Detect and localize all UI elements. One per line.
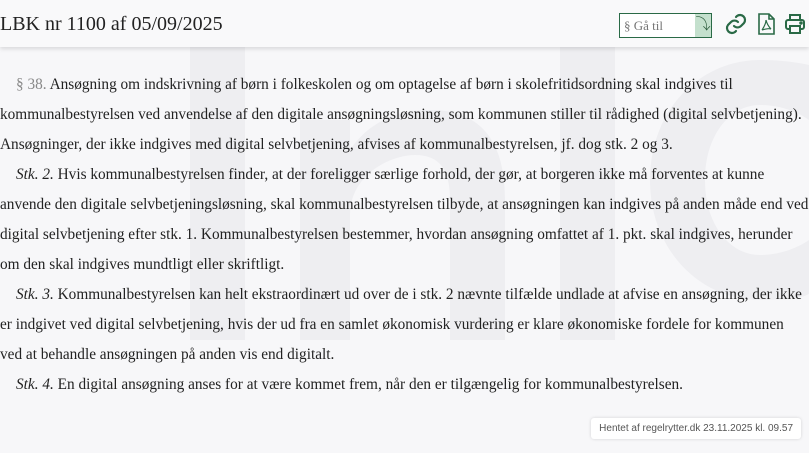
goto-field[interactable] (619, 13, 712, 38)
pdf-icon[interactable] (754, 12, 778, 36)
goto-button[interactable]: ⤵ (695, 14, 711, 37)
paragraph-38 (0, 70, 809, 160)
paragraph-text: Ansøgning om indskrivning af børn i folkeskolen og om optagelse af børn i skolefritidsordning skal indgives til kommunalbestyrelsen ved anvendelse af den digitale ansøgningsløsning, som kommunen stiller til rådighed (digital selvbetjening). Ansøgninger, der ikke indgives med digital selvbetjening, afvises af kommunalbestyrelsen, jf. dog stk. 2 og 3. (0, 76, 802, 153)
stk-label: Stk. 4. (16, 376, 54, 393)
section-label: § 38. (16, 76, 47, 93)
paragraph-stk-4 (0, 370, 809, 400)
paragraph-text: En digital ansøgning anses for at være kommet frem, når den er tilgængelig for kommunalbestyrelsen. (53, 376, 683, 393)
document-body (0, 70, 809, 400)
stk-label: Stk. 2. (16, 166, 54, 183)
header (0, 0, 809, 47)
link-icon[interactable] (724, 12, 748, 36)
paragraph-stk-3 (0, 280, 809, 370)
paragraph-stk-2 (0, 160, 809, 280)
goto-input[interactable] (620, 14, 696, 37)
print-icon[interactable] (783, 12, 807, 36)
stk-label: Stk. 3. (16, 286, 54, 303)
document-title: LBK nr 1100 af 05/09/2025 (0, 13, 223, 35)
paragraph-text: Kommunalbestyrelsen kan helt ekstraordinært ud over de i stk. 2 nævnte tilfælde undlade at afvise en ansøgning, der ikke er indgivet ved digital selvbetjening, hvis der ud fra en samlet økonomisk vurdering er klare økonomiske fordele for kommunen ved at behandle ansøgningen på anden vis end digitalt. (0, 286, 802, 363)
retrieved-badge: Hentet af regelrytter.dk 23.11.2025 kl. 09.57 (591, 418, 801, 439)
paragraph-text: Hvis kommunalbestyrelsen finder, at der foreligger særlige forhold, der gør, at borgeren ikke må forventes at kunne anvende den digitale selvbetjeningsløsning, skal kommunalbestyrelsen tilbyde, at ansøgningen kan indgives på anden måde end ved digital selvbetjening efter stk. 1. Kommunalbestyrelsen bestemmer, hvordan ansøgning omfattet af 1. pkt. skal indgives, herunder om den skal indgives mundtligt eller skriftligt. (0, 166, 809, 273)
